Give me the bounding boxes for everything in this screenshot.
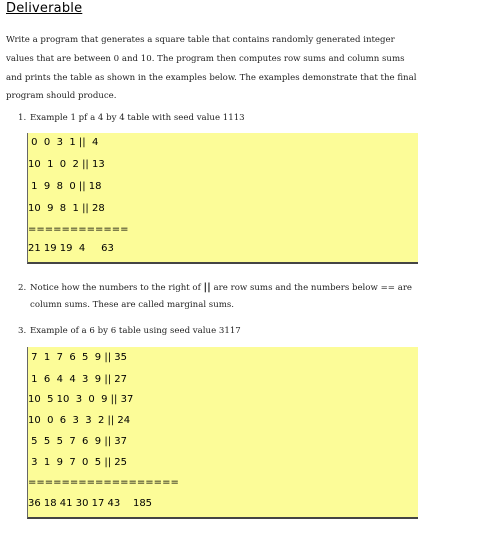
double-bar-marker: || [203, 282, 211, 293]
table-row: 3 1 9 7 0 5 || 25 [28, 457, 127, 468]
table-separator: ============ [28, 224, 129, 235]
table-row: 10 1 0 2 || 13 [28, 159, 105, 170]
table-totals-row: 36 18 41 30 17 43 185 [28, 498, 153, 509]
table-row: 7 1 7 6 5 9 || 35 [28, 352, 127, 363]
list-item-3 [18, 326, 241, 336]
list-item-1 [18, 113, 245, 123]
deliverable-heading: Deliverable [6, 1, 83, 16]
intro-paragraph: Write a program that generates a square table that contains randomly generated integer values that are between 0 and 10. The program then computes row sums and column sums and prints the table as shown in the examples below. The examples demonstrate that the final program should produce. [6, 35, 417, 102]
table-row: 10 0 6 3 3 2 || 24 [28, 415, 131, 426]
example1-table-block [27, 133, 418, 264]
table-row: 1 9 8 0 || 18 [28, 181, 102, 192]
table-row: 5 5 5 7 6 9 || 37 [28, 436, 127, 447]
list-item-number: 1. [18, 113, 27, 123]
list-item-text: Example of a 6 by 6 table using seed value 3117 [30, 326, 241, 336]
list-item-number: 3. [18, 326, 27, 336]
table-row: 10 9 8 1 || 28 [28, 203, 105, 214]
table-row: 10 5 10 3 0 9 || 37 [28, 394, 134, 405]
list-item-text: Example 1 pf a 4 by 4 table with seed value 1113 [30, 113, 245, 123]
table-row: 0 0 3 1 || 4 [28, 137, 99, 148]
list-item-number: 2. [18, 283, 27, 293]
list-item-text: Notice how the numbers to the right of [30, 283, 204, 293]
table-totals-row: 21 19 19 4 63 [28, 243, 114, 254]
list-item-2 [18, 282, 412, 293]
list-item-2-line2: column sums. These are called marginal sums. [30, 300, 235, 310]
table-separator: ================== [28, 477, 179, 488]
table-row: 1 6 4 4 3 9 || 27 [28, 374, 127, 385]
example2-table-block [27, 347, 418, 519]
list-item-text: are row sums and the numbers below == are [210, 283, 413, 293]
